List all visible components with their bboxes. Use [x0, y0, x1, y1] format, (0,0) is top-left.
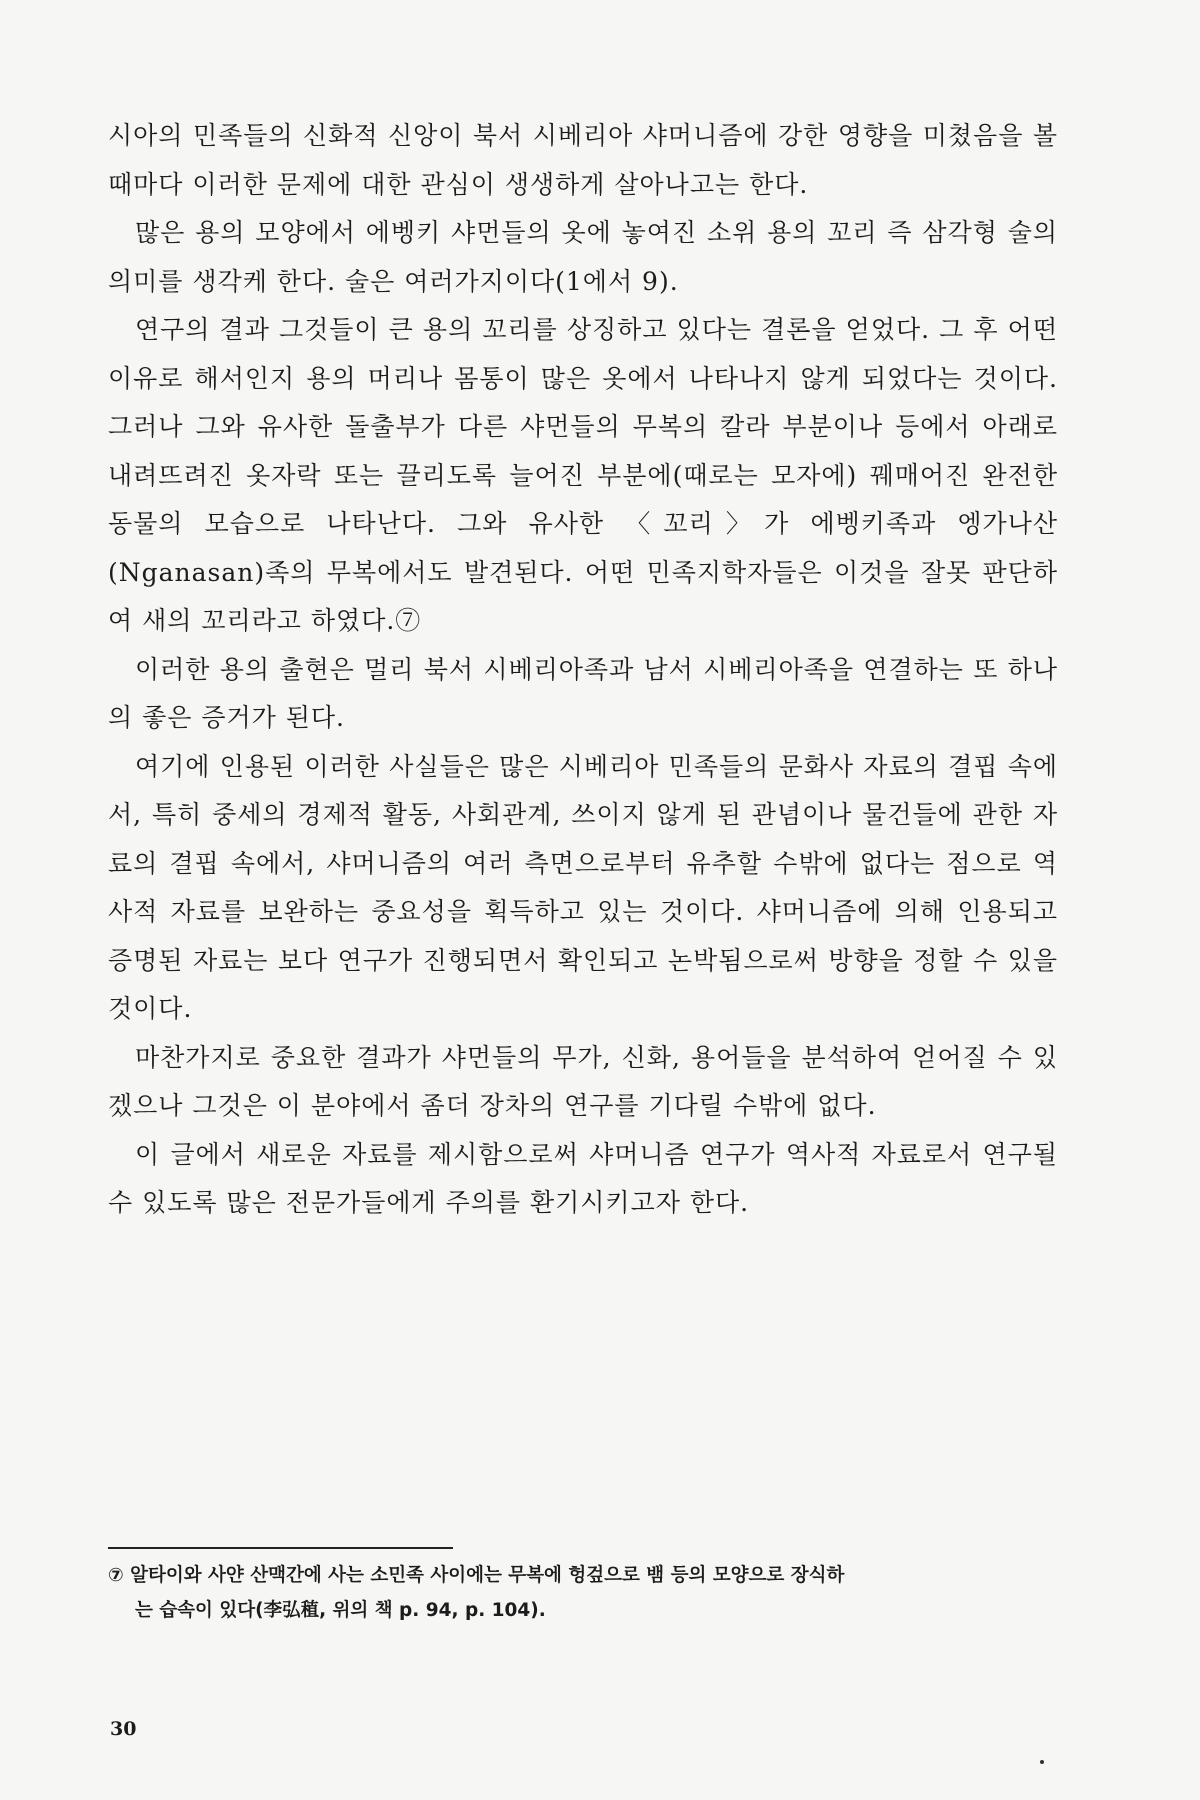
paragraph-4: 이러한 용의 출현은 멀리 북서 시베리아족과 남서 시베리아족을 연결하는 또 하나의 좋은 증거가 된다.: [108, 654, 1058, 732]
page-number: 30: [110, 1718, 137, 1740]
footnote: [108, 1558, 1058, 1628]
body-text: [108, 112, 1058, 1228]
paragraph-2: 많은 용의 모양에서 에벵키 샤먼들의 옷에 놓여진 소위 용의 꼬리 즉 삼각형 술의 의미를 생각케 한다. 술은 여러가지이다(1에서 9).: [108, 218, 1058, 296]
footnote-line-2: 는 습속이 있다(李弘稙, 위의 책 p. 94, p. 104).: [135, 1600, 546, 1621]
footnote-divider: [108, 1547, 453, 1549]
footnote-line-1: ⑦ 알타이와 사얀 산맥간에 사는 소민족 사이에는 무복에 헝겊으로 뱀 등의 모양으로 장식하: [108, 1565, 845, 1586]
paragraph-7: 이 글에서 새로운 자료를 제시함으로써 샤머니즘 연구가 역사적 자료로서 연구될 수 있도록 많은 전문가들에게 주의를 환기시키고자 한다.: [108, 1139, 1058, 1217]
paragraph-5: 여기에 인용된 이러한 사실들은 많은 시베리아 민족들의 문화사 자료의 결핍 속에서, 특히 중세의 경제적 활동, 사회관계, 쓰이지 않게 된 관념이나 물건들에 관한 자료의 결핍 속에서, 샤머니즘의 여러 측면으로부터 유추할 수밖에 없다는 점으로 역사적 자료를 보완하는 중요성을 획득하고 있는 것이다. 샤머니즘에 의해 인용되고 증명된 자료는 보다 연구가 진행되면서 확인되고 논박됨으로써 방향을 정할 수 있을 것이다.: [108, 751, 1058, 1023]
paragraph-6: 마찬가지로 중요한 결과가 샤먼들의 무가, 신화, 용어들을 분석하여 얻어질 수 있겠으나 그것은 이 분야에서 좀더 장차의 연구를 기다릴 수밖에 없다.: [108, 1042, 1058, 1120]
paragraph-1: 시아의 민족들의 신화적 신앙이 북서 시베리아 샤머니즘에 강한 영향을 미쳤음을 볼 때마다 이러한 문제에 대한 관심이 생생하게 살아나고는 한다.: [108, 121, 1058, 199]
paragraph-3: 연구의 결과 그것들이 큰 용의 꼬리를 상징하고 있다는 결론을 얻었다. 그 후 어떤 이유로 해서인지 용의 머리나 몸통이 많은 옷에서 나타나지 않게 되었다는 것이다. 그러나 그와 유사한 돌출부가 다른 샤먼들의 무복의 칼라 부분이나 등에서 아래로 내려뜨려진 옷자락 또는 끌리도록 늘어진 부분에(때로는 모자에) 꿰매어진 완전한 동물의 모습으로 나타난다. 그와 유사한 〈꼬리〉가 에벵키족과 엥가나산(Nganasan)족의 무복에서도 발견된다. 어떤 민족지학자들은 이것을 잘못 판단하여 새의 꼬리라고 하였다.⑦: [108, 315, 1058, 635]
scan-speck: [1040, 1760, 1044, 1764]
